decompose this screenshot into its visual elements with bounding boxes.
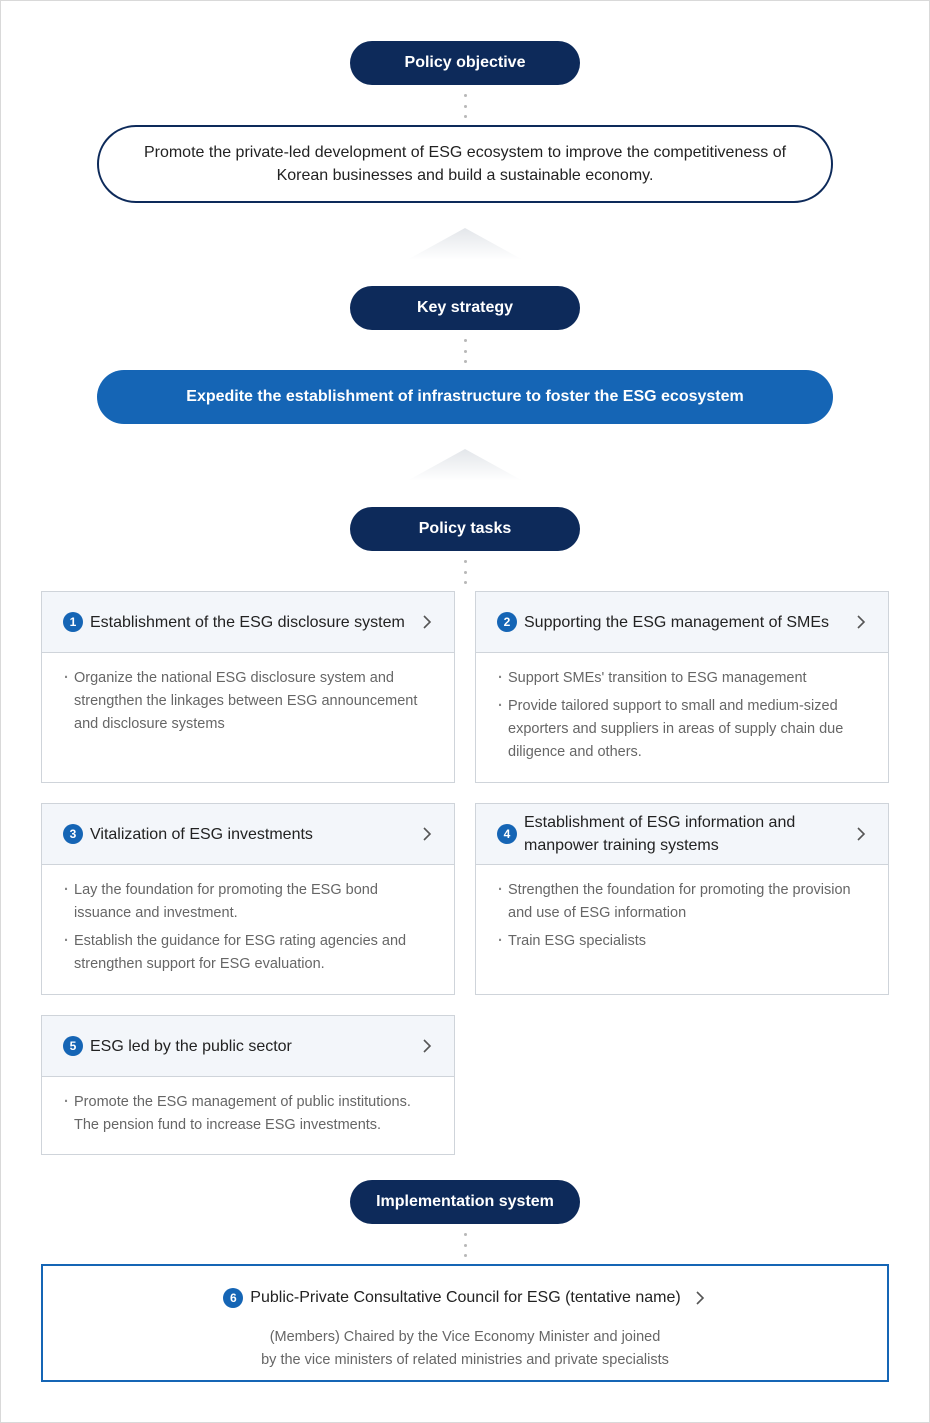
task-number-badge: 3 bbox=[63, 824, 83, 844]
key-strategy-box bbox=[97, 370, 833, 424]
task-number-badge: 2 bbox=[497, 612, 517, 632]
task-bullet: · Organize the national ESG disclosure system and strengthen the linkages between ESG announcement and disclosure systems bbox=[64, 667, 436, 736]
task-card-header[interactable] bbox=[476, 804, 888, 865]
chevron-right-icon[interactable] bbox=[420, 1039, 434, 1053]
implementation-description bbox=[43, 1326, 887, 1372]
policy-objective-text: Promote the private-led development of ESG ecosystem to improve the competitiveness of Korean businesses and build a sustainable economy. bbox=[143, 144, 787, 184]
chevron-right-icon[interactable] bbox=[420, 615, 434, 629]
task-title: Establishment of ESG information and manpower training systems bbox=[524, 814, 796, 854]
chevron-right-icon[interactable] bbox=[693, 1291, 707, 1305]
task-card-header[interactable] bbox=[42, 592, 454, 653]
task-bullet: · Establish the guidance for ESG rating agencies and strengthen support for ESG evaluation. bbox=[64, 930, 436, 976]
implementation-card[interactable] bbox=[41, 1264, 889, 1382]
task-title: Vitalization of ESG investments bbox=[90, 825, 313, 843]
task-card-header[interactable] bbox=[476, 592, 888, 653]
task-number-badge: 5 bbox=[63, 1036, 83, 1056]
dotted-connector bbox=[463, 339, 467, 363]
task-number-badge: 1 bbox=[63, 612, 83, 632]
implementation-system-label: Implementation system bbox=[350, 1180, 580, 1224]
task-card-header[interactable] bbox=[42, 804, 454, 865]
chevron-right-icon[interactable] bbox=[420, 827, 434, 841]
task-card-2[interactable] bbox=[475, 591, 889, 783]
dotted-connector bbox=[463, 94, 467, 118]
task-card-1[interactable] bbox=[41, 591, 455, 783]
task-title: Establishment of the ESG disclosure system bbox=[90, 613, 405, 631]
upward-arrow-icon bbox=[405, 447, 525, 481]
key-strategy-text: Expedite the establishment of infrastructure to foster the ESG ecosystem bbox=[186, 388, 744, 405]
task-bullet: · Lay the foundation for promoting the ESG bond issuance and investment. bbox=[64, 879, 436, 925]
upward-arrow-icon bbox=[405, 226, 525, 260]
chevron-right-icon[interactable] bbox=[854, 827, 868, 841]
implementation-title: Public-Private Consultative Council for ESG (tentative name) bbox=[250, 1289, 681, 1306]
task-title: Supporting the ESG management of SMEs bbox=[524, 613, 830, 631]
implementation-desc-line: by the vice ministers of related ministries and private specialists bbox=[261, 1352, 669, 1368]
chevron-right-icon[interactable] bbox=[854, 615, 868, 629]
task-card-4[interactable] bbox=[475, 803, 889, 995]
dotted-connector bbox=[463, 1233, 467, 1257]
task-title: ESG led by the public sector bbox=[90, 1037, 292, 1055]
task-card-header[interactable] bbox=[42, 1016, 454, 1077]
task-card-5[interactable] bbox=[41, 1015, 455, 1155]
policy-objective-box bbox=[97, 125, 833, 203]
task-number-badge: 6 bbox=[223, 1288, 243, 1308]
key-strategy-label: Key strategy bbox=[350, 286, 580, 330]
task-card-3[interactable] bbox=[41, 803, 455, 995]
implementation-desc-line: (Members) Chaired by the Vice Economy Minister and joined bbox=[269, 1329, 661, 1345]
task-bullet: · Provide tailored support to small and medium-sized exporters and suppliers in areas of supply chain due diligence and others. bbox=[498, 695, 870, 764]
task-bullet: · Support SMEs' transition to ESG management bbox=[498, 667, 870, 690]
task-bullet: · Promote the ESG management of public institutions. The pension fund to increase ESG investments. bbox=[64, 1091, 436, 1137]
task-bullet: · Strengthen the foundation for promoting the provision and use of ESG information bbox=[498, 879, 870, 925]
policy-tasks-label: Policy tasks bbox=[350, 507, 580, 551]
task-bullet: · Train ESG specialists bbox=[498, 930, 870, 953]
implementation-card-header[interactable] bbox=[43, 1286, 887, 1310]
dotted-connector bbox=[463, 560, 467, 584]
policy-objective-label: Policy objective bbox=[350, 41, 580, 85]
task-number-badge: 4 bbox=[497, 824, 517, 844]
